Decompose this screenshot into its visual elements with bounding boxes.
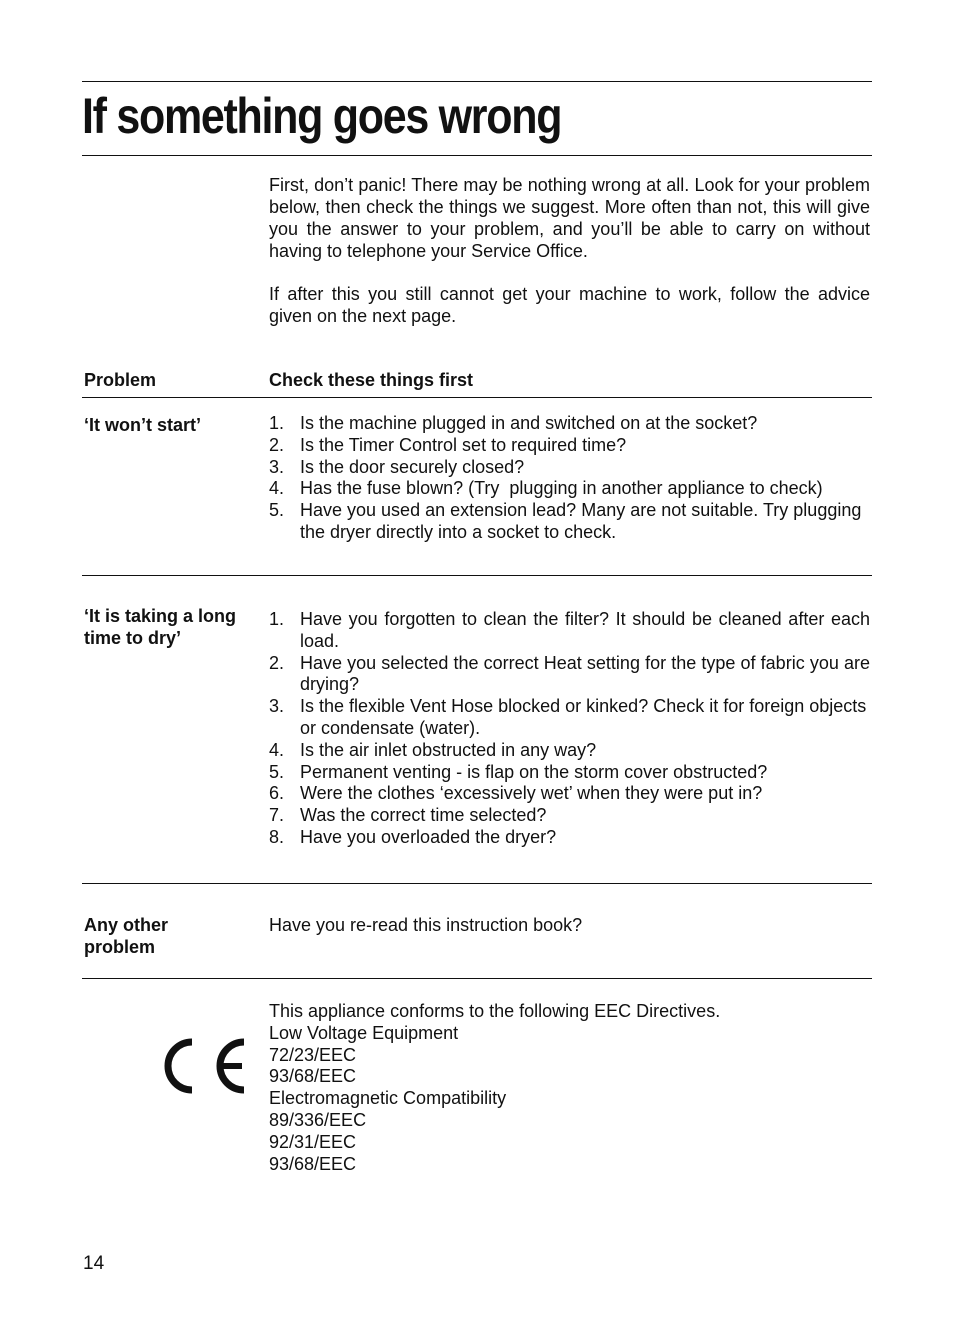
problem-column-header: Problem	[84, 370, 157, 390]
list-item	[269, 653, 870, 697]
item-text: Is the machine plugged in and switched on at the socket?	[300, 413, 758, 433]
row-divider	[82, 575, 872, 576]
item-number: 4.	[269, 739, 285, 760]
page-title: If something goes wrong	[82, 88, 562, 144]
item-text: Have you selected the correct Heat setting for the type of fabric you are drying?	[300, 652, 870, 695]
title-underline	[82, 155, 872, 156]
header-rule	[82, 397, 872, 398]
intro-paragraph: First, don’t panic! There may be nothing wrong at all. Look for your problem below, then check the things we suggest. More often than not, this will give you the answer to your problem, and you’ll be able to carry on without having to telephone your Service Office.	[269, 175, 870, 261]
item-number: 7.	[269, 805, 285, 826]
item-number: 6.	[269, 783, 285, 804]
item-number: 1.	[269, 413, 285, 433]
item-text: Was the correct time selected?	[300, 805, 547, 826]
item-number: 4.	[269, 478, 285, 499]
item-number: 2.	[269, 434, 285, 455]
item-number: 8.	[269, 826, 285, 847]
intro-paragraph: If after this you still cannot get your machine to work, follow the advice given on the next page.	[269, 284, 870, 326]
top-rule	[82, 81, 872, 82]
list-item	[269, 783, 870, 805]
ce-letter-c	[168, 1042, 192, 1090]
check-text: Have you re-read this instruction book?	[269, 915, 583, 935]
page-number: 14	[83, 1253, 105, 1274]
list-item	[269, 478, 870, 500]
item-text: Have you used an extension lead? Many are not suitable. Try plugging the dryer directly into a socket to check.	[300, 500, 862, 542]
list-item	[269, 435, 870, 457]
directive-line: Electromagnetic Compatibility	[269, 1088, 507, 1109]
row-divider	[82, 883, 872, 884]
item-text: Permanent venting - is flap on the storm cover obstructed?	[300, 761, 768, 782]
item-text: Is the air inlet obstructed in any way?	[300, 739, 597, 760]
item-number: 5.	[269, 761, 285, 782]
directive-line: 93/68/EEC	[269, 1066, 357, 1087]
item-text: Were the clothes ‘excessively wet’ when they were put in?	[300, 783, 763, 804]
list-item	[269, 740, 870, 762]
check-list	[269, 609, 870, 849]
directive-line: 89/336/EEC	[269, 1109, 367, 1130]
directives-list	[269, 1001, 720, 1175]
check-column-header: Check these things first	[269, 370, 474, 390]
item-text: Have you overloaded the dryer?	[300, 826, 557, 847]
item-text: Is the flexible Vent Hose blocked or kinked? Check it for foreign objects or condensate (water).	[300, 696, 867, 738]
item-number: 5.	[269, 500, 285, 521]
item-number: 1.	[269, 609, 285, 629]
item-number: 3.	[269, 456, 285, 477]
directive-line: 72/23/EEC	[269, 1044, 357, 1065]
item-text: Has the fuse blown? (Try plugging in another appliance to check)	[300, 478, 823, 499]
problem-label: Any other problem	[84, 915, 169, 957]
item-number: 3.	[269, 696, 285, 717]
ce-mark-icon	[156, 1034, 250, 1098]
item-text: Is the door securely closed?	[300, 456, 525, 477]
list-item	[269, 500, 870, 544]
list-item	[269, 457, 870, 479]
list-item	[269, 413, 870, 435]
item-text: Is the Timer Control set to required time?	[300, 434, 627, 455]
list-item	[269, 827, 870, 849]
item-number: 2.	[269, 652, 285, 673]
problem-label: ‘It won’t start’	[84, 415, 201, 435]
list-item	[269, 762, 870, 784]
list-item	[269, 805, 870, 827]
item-text: Have you forgotten to clean the filter? It should be cleaned after each load.	[300, 609, 870, 651]
directive-line: 92/31/EEC	[269, 1131, 357, 1152]
list-item	[269, 696, 870, 740]
directive-line: 93/68/EEC	[269, 1153, 357, 1174]
problem-label: ‘It is taking a long time to dry’	[84, 606, 237, 648]
directive-line: Low Voltage Equipment	[269, 1022, 459, 1043]
check-list	[269, 413, 870, 544]
row-divider	[82, 978, 872, 979]
list-item	[269, 609, 870, 653]
directive-line: This appliance conforms to the following EEC Directives.	[269, 1001, 721, 1021]
